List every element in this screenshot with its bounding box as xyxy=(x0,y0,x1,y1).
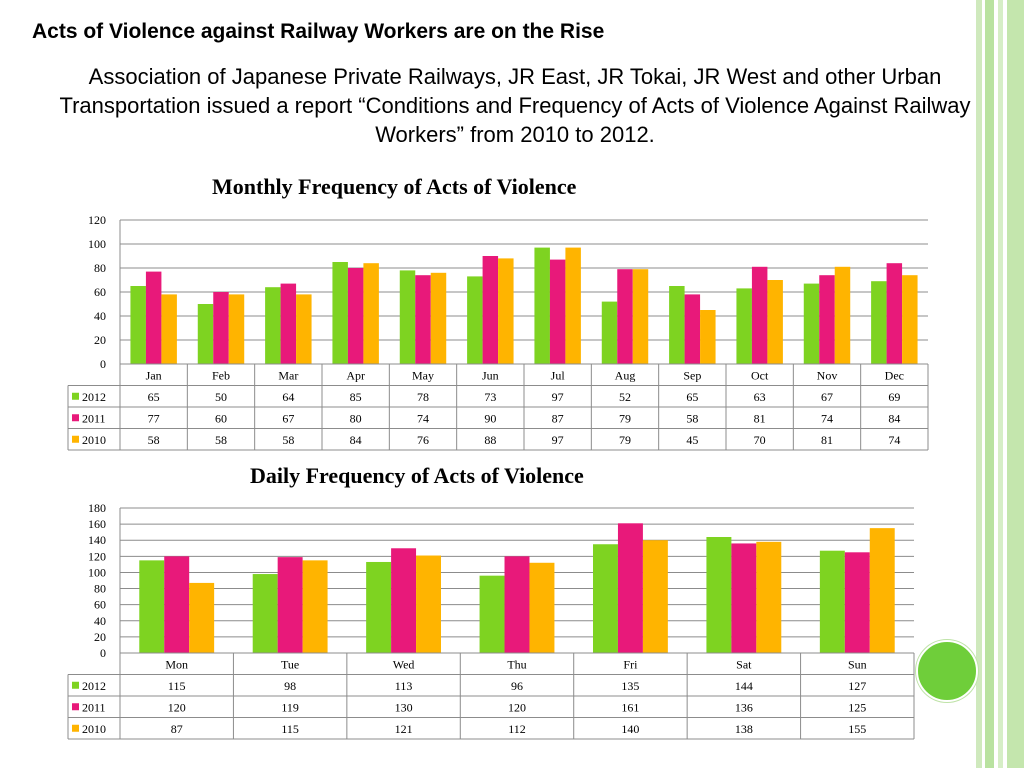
legend-swatch-2012 xyxy=(72,682,79,689)
bar-2012-dec xyxy=(871,281,886,364)
bar-2010-fri xyxy=(643,540,668,653)
data-label: 58 xyxy=(215,432,227,447)
bar-2012-sat xyxy=(706,537,731,653)
legend-swatch-2012 xyxy=(72,393,79,400)
bar-2012-aug xyxy=(602,302,617,364)
data-label: 76 xyxy=(417,432,429,447)
data-label: 119 xyxy=(281,700,299,715)
bar-2012-sep xyxy=(669,286,684,364)
data-label: 81 xyxy=(753,411,766,426)
legend-label-2010: 2010 xyxy=(82,432,106,447)
bar-2011-apr xyxy=(348,268,363,364)
data-label: 85 xyxy=(349,389,362,404)
legend-label-2011: 2011 xyxy=(82,411,106,426)
data-label: 70 xyxy=(753,432,766,447)
x-tick-label: May xyxy=(412,368,434,383)
data-label: 67 xyxy=(821,389,833,404)
data-label: 113 xyxy=(394,678,413,693)
bar-2012-mon xyxy=(139,560,164,653)
bar-2010-wed xyxy=(416,556,441,653)
data-label: 65 xyxy=(147,389,160,404)
y-tick-label: 140 xyxy=(88,533,106,548)
data-label: 63 xyxy=(753,389,766,404)
bar-2010-aug xyxy=(633,269,648,364)
bar-2012-jan xyxy=(130,286,145,364)
y-tick-label: 0 xyxy=(100,646,106,660)
bar-2010-jul xyxy=(565,248,580,364)
data-label: 112 xyxy=(508,721,526,736)
y-tick-label: 120 xyxy=(88,213,106,227)
y-tick-label: 100 xyxy=(88,565,106,580)
bar-2012-sun xyxy=(820,551,845,653)
legend-label-2012: 2012 xyxy=(82,678,106,693)
bar-2012-jun xyxy=(467,276,482,364)
legend-swatch-2011 xyxy=(72,703,79,710)
bar-2011-fri xyxy=(618,523,643,653)
border-stripe xyxy=(1007,0,1024,768)
data-label: 96 xyxy=(511,678,523,693)
bar-2011-mar xyxy=(281,284,296,364)
bar-2010-dec xyxy=(902,275,917,364)
daily-chart-title: Daily Frequency of Acts of Violence xyxy=(250,463,584,488)
bar-2010-jan xyxy=(161,294,176,364)
data-label: 74 xyxy=(821,411,833,426)
y-tick-label: 40 xyxy=(94,309,106,323)
bar-2012-may xyxy=(400,270,415,364)
bar-2010-feb xyxy=(229,294,244,364)
x-tick-label: Dec xyxy=(884,368,904,383)
x-tick-label: Nov xyxy=(816,368,838,383)
data-label: 69 xyxy=(888,389,901,404)
y-tick-label: 160 xyxy=(88,517,106,532)
bar-2011-may xyxy=(415,275,430,364)
data-label: 60 xyxy=(215,411,227,426)
y-tick-label: 40 xyxy=(94,613,106,628)
x-tick-label: Mar xyxy=(278,368,299,383)
monthly-chart-title: Monthly Frequency of Acts of Violence xyxy=(212,174,577,199)
legend-swatch-2011 xyxy=(72,414,79,421)
bar-2010-jun xyxy=(498,258,513,364)
bar-2011-dec xyxy=(887,263,902,364)
y-tick-label: 80 xyxy=(94,581,106,596)
x-tick-label: Wed xyxy=(392,657,415,672)
y-tick-label: 20 xyxy=(94,629,106,644)
data-label: 50 xyxy=(215,389,227,404)
slide-subtitle: Association of Japanese Private Railways, JR East, JR Tokai, JR West and other Urban Transportation issued a report “Conditions and Frequency of Acts of Violence Against Railway Workers” from 2010 to 2012. xyxy=(59,64,971,147)
y-tick-label: 80 xyxy=(94,261,106,275)
bar-2010-apr xyxy=(363,263,378,364)
data-label: 79 xyxy=(619,432,631,447)
bar-2011-jul xyxy=(550,260,565,364)
data-label: 78 xyxy=(417,389,429,404)
bar-2012-oct xyxy=(736,288,751,364)
x-tick-label: Aug xyxy=(614,368,636,383)
bar-2012-jul xyxy=(534,248,549,364)
bar-2011-aug xyxy=(617,269,632,364)
legend-label-2010: 2010 xyxy=(82,721,106,736)
legend-label-2012: 2012 xyxy=(82,389,106,404)
bar-2011-thu xyxy=(505,556,530,653)
bar-2011-jan xyxy=(146,272,161,364)
data-label: 73 xyxy=(484,389,497,404)
data-label: 120 xyxy=(167,700,186,715)
bar-2011-jun xyxy=(483,256,498,364)
y-tick-label: 60 xyxy=(94,285,106,299)
data-label: 130 xyxy=(394,700,413,715)
data-label: 135 xyxy=(621,678,640,693)
bar-2011-sun xyxy=(845,552,870,653)
data-label: 58 xyxy=(686,411,699,426)
bar-2012-feb xyxy=(198,304,213,364)
legend-swatch-2010 xyxy=(72,725,79,732)
data-label: 45 xyxy=(686,432,699,447)
data-label: 88 xyxy=(484,432,497,447)
data-label: 140 xyxy=(621,721,640,736)
x-tick-label: Fri xyxy=(623,657,638,672)
x-tick-label: Sat xyxy=(736,657,752,672)
data-label: 52 xyxy=(619,389,631,404)
bar-2010-tue xyxy=(303,560,328,653)
bar-2011-sep xyxy=(685,294,700,364)
x-tick-label: Apr xyxy=(346,368,366,383)
bar-2011-mon xyxy=(164,556,189,653)
y-tick-label: 120 xyxy=(88,549,106,564)
legend-label-2011: 2011 xyxy=(82,700,106,715)
y-tick-label: 0 xyxy=(100,357,106,371)
bar-2011-nov xyxy=(819,275,834,364)
data-label: 161 xyxy=(621,700,640,715)
bar-2010-may xyxy=(431,273,446,364)
y-tick-label: 20 xyxy=(94,333,106,347)
x-tick-label: Jul xyxy=(550,368,565,383)
y-tick-label: 60 xyxy=(94,597,106,612)
data-label: 87 xyxy=(170,721,183,736)
data-label: 127 xyxy=(848,678,867,693)
data-label: 97 xyxy=(551,389,564,404)
bar-2011-oct xyxy=(752,267,767,364)
bar-2012-mar xyxy=(265,287,280,364)
decorative-circle xyxy=(916,640,978,702)
bar-2010-mon xyxy=(189,583,214,653)
data-label: 138 xyxy=(734,721,753,736)
border-stripe xyxy=(998,0,1003,768)
data-label: 121 xyxy=(394,721,413,736)
data-label: 84 xyxy=(349,432,362,447)
bar-2012-tue xyxy=(253,574,278,653)
bar-2010-nov xyxy=(835,267,850,364)
y-tick-label: 180 xyxy=(88,501,106,515)
data-label: 67 xyxy=(282,411,295,426)
x-tick-label: Jun xyxy=(481,368,499,383)
x-tick-label: Mon xyxy=(165,657,189,672)
data-label: 90 xyxy=(484,411,497,426)
bar-2012-apr xyxy=(332,262,347,364)
x-tick-label: Jan xyxy=(145,368,162,383)
x-tick-label: Sun xyxy=(847,657,867,672)
bar-2011-wed xyxy=(391,548,416,653)
data-label: 84 xyxy=(888,411,901,426)
x-tick-label: Thu xyxy=(507,657,527,672)
bar-2010-oct xyxy=(767,280,782,364)
bar-2010-mar xyxy=(296,294,311,364)
x-tick-label: Feb xyxy=(212,368,230,383)
data-label: 64 xyxy=(282,389,295,404)
x-tick-label: Tue xyxy=(281,657,300,672)
data-label: 115 xyxy=(281,721,299,736)
bar-2011-tue xyxy=(278,557,303,653)
data-label: 98 xyxy=(284,678,297,693)
data-label: 74 xyxy=(417,411,429,426)
data-label: 81 xyxy=(821,432,833,447)
data-label: 155 xyxy=(848,721,867,736)
data-label: 65 xyxy=(686,389,699,404)
data-label: 58 xyxy=(282,432,295,447)
data-label: 80 xyxy=(349,411,362,426)
data-label: 120 xyxy=(508,700,526,715)
data-label: 125 xyxy=(848,700,867,715)
legend-swatch-2010 xyxy=(72,436,79,443)
bar-2012-nov xyxy=(804,284,819,364)
bar-2010-sun xyxy=(870,528,895,653)
data-label: 87 xyxy=(551,411,564,426)
bar-2012-wed xyxy=(366,562,391,653)
bar-2012-fri xyxy=(593,544,618,653)
data-label: 144 xyxy=(734,678,753,693)
bar-2010-sat xyxy=(756,542,781,653)
data-label: 97 xyxy=(551,432,564,447)
bar-2012-thu xyxy=(480,576,505,653)
data-label: 77 xyxy=(147,411,160,426)
data-label: 136 xyxy=(734,700,753,715)
y-tick-label: 100 xyxy=(88,237,106,251)
data-label: 74 xyxy=(888,432,901,447)
bar-2010-thu xyxy=(529,563,554,653)
data-label: 58 xyxy=(147,432,160,447)
slide-title: Acts of Violence against Railway Workers are on the Rise xyxy=(32,20,605,43)
x-tick-label: Oct xyxy=(751,368,769,383)
x-tick-label: Sep xyxy=(683,368,702,383)
bar-2010-sep xyxy=(700,310,715,364)
bar-2011-feb xyxy=(213,292,228,364)
data-label: 115 xyxy=(167,678,186,693)
bar-2011-sat xyxy=(731,543,756,653)
data-label: 79 xyxy=(619,411,631,426)
